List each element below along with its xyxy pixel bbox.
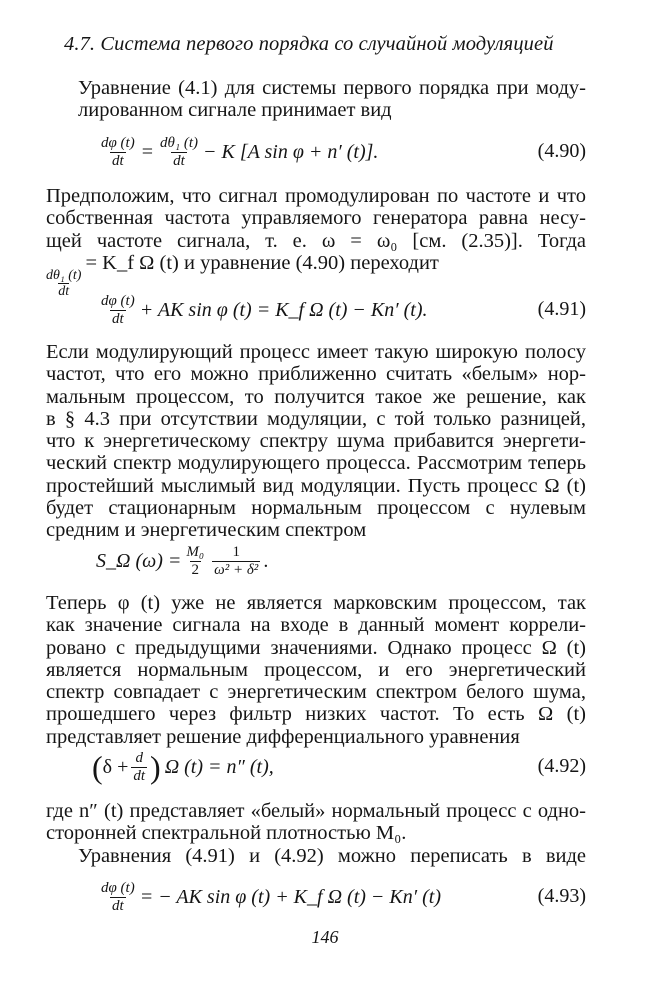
period: . — [263, 549, 269, 572]
paragraph-6 — [46, 845, 586, 867]
text-line: Предположим, что сигнал промодулирован по частоте и что — [46, 185, 586, 207]
text-line: где n″ (t) представляет «белый» нормальный процесс с одно- — [46, 800, 586, 822]
text-line: собственная частота управляемого генератора равна несу- — [46, 207, 586, 230]
denominator: dt — [173, 152, 185, 169]
text-line: мальным процессом, то получится такое же решение, как — [46, 385, 586, 408]
equation-4-93 — [0, 872, 650, 922]
numerator: 1 — [232, 543, 240, 560]
fraction — [99, 135, 137, 170]
numerator: dφ (t) — [101, 879, 135, 896]
equation-lhs: S_Ω (ω) = — [96, 549, 182, 572]
text-line: ровано с предыдущими значениями. Однако процесс Ω (t) — [46, 636, 586, 659]
fraction — [131, 750, 147, 785]
equation-4-90 — [0, 127, 650, 177]
text-line: прошедшего через фильтр низких частот. То есть Ω (t) — [46, 703, 586, 726]
paragraph-3 — [46, 341, 586, 542]
text-line: в § 4.3 при отсутствии модуляции, с той только разницей, — [46, 407, 586, 430]
numerator: d — [135, 749, 143, 766]
equation-rhs: = − AK sin φ (t) + K_f Ω (t) − Kn′ (t) — [139, 885, 442, 908]
denominator: ω² + δ² — [214, 561, 259, 578]
text-line: частот, что его можно приближенно считать «белым» нор- — [46, 363, 586, 386]
paragraph-4 — [46, 592, 586, 748]
delta-plus: δ + — [102, 755, 129, 778]
denominator: 2 — [191, 561, 200, 578]
numerator: M₀ — [186, 543, 205, 560]
fraction — [184, 544, 206, 579]
text-line: средним и энергетическим спектром — [46, 519, 367, 542]
fraction — [158, 135, 200, 170]
fraction — [99, 880, 137, 915]
numerator: dθ₁ (t) — [160, 134, 198, 151]
text-line: сторонней спектральной плотностью M₀. — [46, 822, 407, 845]
numerator: dφ (t) — [101, 292, 135, 309]
right-paren: ) — [150, 749, 161, 785]
text-line: простейший мыслимый вид модуляции. Пусть процесс Ω (t) — [46, 474, 586, 497]
equation-rhs: − K [A sin φ + n′ (t)]. — [203, 140, 379, 163]
denominator: dt — [112, 897, 124, 914]
equation-spectrum — [0, 536, 650, 586]
left-paren: ( — [92, 749, 103, 785]
equation-number: (4.92) — [537, 755, 586, 777]
denominator: dt — [112, 310, 124, 327]
numerator: dθ₁ (t) — [46, 267, 82, 283]
text-line: ческий спектр модулирующего процесса. Рассмотрим теперь — [46, 452, 586, 475]
denominator: dt — [112, 152, 124, 169]
text-line: будет стационарным нормальным процессом с нулевым — [46, 497, 586, 520]
text-line: как значение сигнала на входе в данный момент коррели- — [46, 614, 586, 637]
text-line: Уравнение (4.1) для системы первого порядка при моду- — [78, 77, 586, 99]
text-line: спектр совпадает с энергетическим спектром белого шума, — [46, 681, 586, 704]
equation-rhs: + AK sin φ (t) = K_f Ω (t) − Kn′ (t). — [139, 298, 428, 321]
paragraph-2 — [46, 185, 586, 299]
text-line: Теперь φ (t) уже не является марковским процессом, так — [46, 592, 586, 614]
equation-number: (4.93) — [537, 885, 586, 907]
text-line: Уравнения (4.91) и (4.92) можно переписать в виде — [78, 845, 586, 867]
text-line: Если модулирующий процесс имеет такую широкую полосу — [46, 341, 586, 363]
text-fragment: = K_f Ω (t) и уравнение (4.90) переходит — [85, 251, 439, 274]
numerator: dφ (t) — [101, 134, 135, 151]
equation-number: (4.90) — [537, 140, 586, 162]
fraction — [212, 544, 260, 579]
text-line: лированном сигнале принимает вид — [78, 99, 392, 122]
equation-rhs: Ω (t) = n″ (t), — [164, 755, 274, 778]
denominator: dt — [133, 767, 146, 784]
paragraph-1 — [46, 77, 586, 122]
equation-4-92 — [0, 742, 650, 792]
fraction — [99, 293, 137, 328]
page-number: 146 — [311, 927, 339, 947]
text-line: что к энергетическому спектру шума прибавится энергети- — [46, 430, 586, 453]
equation-4-91 — [0, 285, 650, 335]
text-line: является нормальным процессом, и его энергетический — [46, 658, 586, 681]
equals-sign: = — [141, 140, 153, 163]
denominator: dt — [58, 283, 70, 299]
text-line: щей частоте сигнала, т. е. ω = ω₀ [см. (2.35)]. Тогда — [46, 229, 586, 252]
running-header: 4.7. Система первого порядка со случайной модуляцией — [64, 33, 554, 55]
equation-number: (4.91) — [537, 298, 586, 320]
paragraph-5 — [46, 800, 586, 845]
text-line: представляет решение дифференциального уравнения — [46, 725, 520, 748]
